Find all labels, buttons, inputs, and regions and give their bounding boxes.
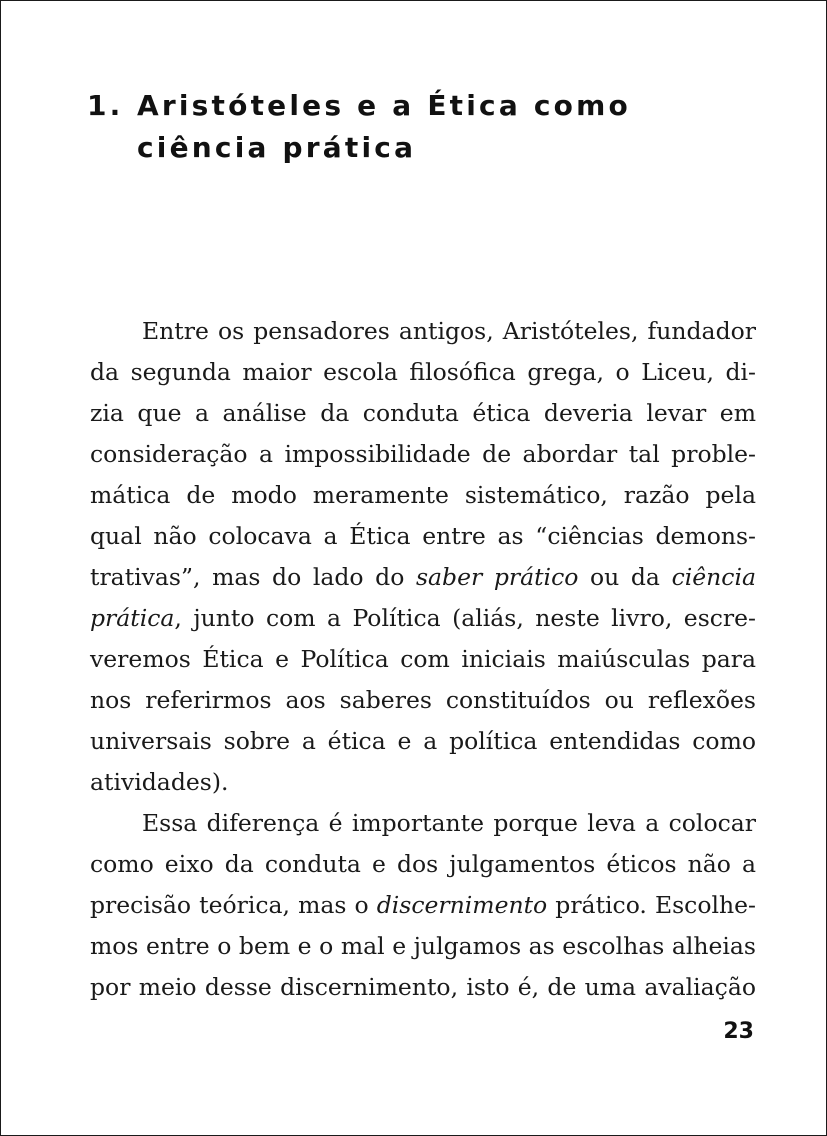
text-line: mos entre o bem e o mal e julgamos as escolhas alheias [90,932,756,960]
emphasis-discernimento: discernimento [376,891,548,919]
chapter-title-line-1: Aristóteles e a Ética como [137,89,631,122]
text-line: Entre os pensadores antigos, Aristóteles, fundador [142,317,756,345]
text-line [90,885,756,926]
text-segment: ou da [590,563,660,591]
chapter-heading [87,85,727,169]
text-line: Essa diferença é importante porque leva a colocar [142,809,756,837]
text-segment: trativas”, mas do lado do [90,563,405,591]
text-line: qual não colocava a Ética entre as “ciências demons- [90,522,756,550]
emphasis-pratica: prática [90,604,175,632]
text-line: da segunda maior escola filosófica grega, o Liceu, di- [90,358,756,386]
text-line [90,557,756,598]
text-line: por meio desse discernimento, isto é, de uma avaliação [90,973,756,1001]
text-line: mática de modo meramente sistemático, razão pela [90,481,756,509]
text-line: veremos Ética e Política com iniciais maiúsculas para [90,645,756,673]
text-line: zia que a análise da conduta ética deveria levar em [90,399,756,427]
page-number: 23 [723,1019,754,1044]
text-line [90,598,756,639]
text-line: atividades). [90,768,229,796]
text-line: consideração a impossibilidade de abordar tal proble- [90,440,756,468]
text-line: como eixo da conduta e dos julgamentos éticos não a [90,850,756,878]
paragraph-1 [90,311,756,803]
text-segment: precisão teórica, mas o [90,891,369,919]
paragraph-2 [90,803,756,1008]
text-line: nos referirmos aos saberes constituídos ou reflexões [90,686,756,714]
body-text [90,311,756,1008]
emphasis-ciencia: ciência [671,563,756,591]
text-segment: prático. Escolhe- [555,891,756,919]
text-line: universais sobre a ética e a política entendidas como [90,727,756,755]
chapter-title-line-2: ciência prática [137,131,417,164]
emphasis-saber-pratico: saber prático [415,563,579,591]
chapter-number: 1. [87,89,124,122]
text-segment: , junto com a Política (aliás, neste livro, escre- [174,604,756,632]
